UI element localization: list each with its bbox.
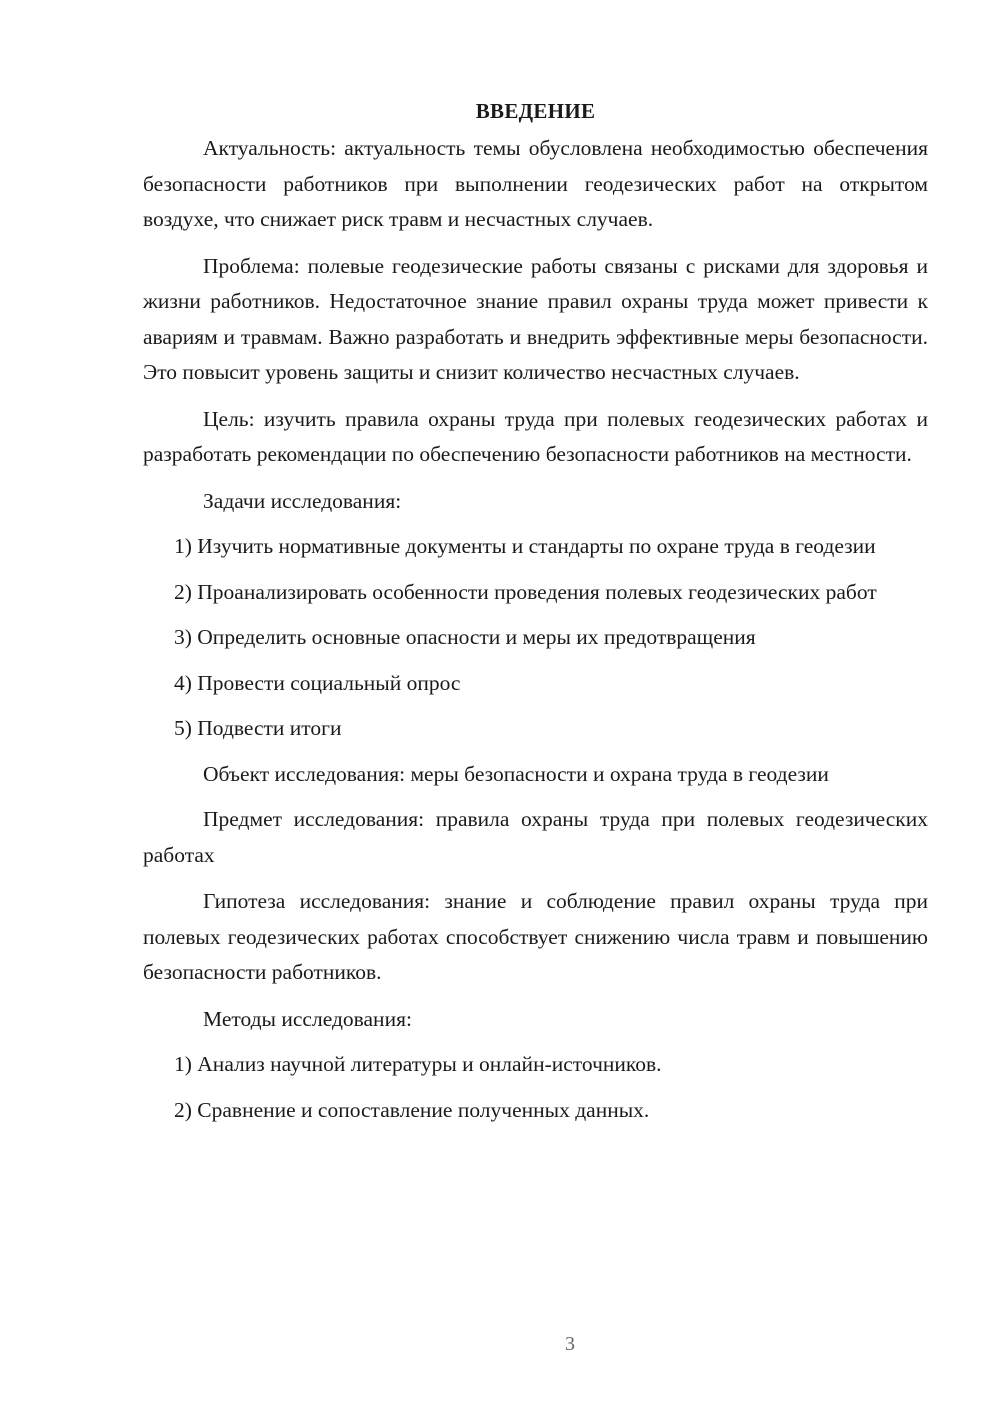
method-item-2: 2) Сравнение и сопоставление полученных данных. — [174, 1097, 650, 1122]
goal-paragraph: Цель: изучить правила охраны труда при полевых геодезических работах и разработать рекомендации по обеспечению безопасности работников на местности. — [143, 406, 928, 466]
subject-paragraph: Предмет исследования: правила охраны труда при полевых геодезических работах — [143, 807, 928, 867]
task-item-3: 3) Определить основные опасности и меры их предотвращения — [174, 625, 756, 649]
task-item-2: 2) Проанализировать особенности проведения полевых геодезических работ — [174, 579, 877, 604]
task-item-1: 1) Изучить нормативные документы и стандарты по охране труда в геодезии — [174, 534, 876, 558]
task-item-4: 4) Провести социальный опрос — [174, 670, 461, 695]
section-title: ВВЕДЕНИЕ — [475, 99, 596, 123]
object-paragraph: Объект исследования: меры безопасности и охрана труда в геодезии — [203, 761, 829, 786]
method-item-1: 1) Анализ научной литературы и онлайн-источников. — [174, 1052, 662, 1076]
relevance-paragraph: Актуальность: актуальность темы обусловлена необходимостью обеспечения безопасности работников при выполнении геодезических работ на открытом воздухе, что снижает риск травм и несчастных случаев. — [143, 136, 928, 231]
hypothesis-paragraph: Гипотеза исследования: знание и соблюдение правил охраны труда при полевых геодезических работах способствует снижению числа травм и повышению безопасности работников. — [143, 889, 928, 984]
document-page — [143, 96, 928, 1128]
page-number: 3 — [565, 1333, 575, 1355]
task-item-5: 5) Подвести итоги — [174, 716, 342, 740]
problem-paragraph: Проблема: полевые геодезические работы связаны с рисками для здоровья и жизни работников. Недостаточное знание правил охраны труда может привести к авариям и травмам. Важно разработать и внедрить эффективные меры безопасности. Это повысит уровень защиты и снизит количество несчастных случаев. — [143, 253, 928, 384]
methods-heading: Методы исследования: — [203, 1006, 412, 1031]
tasks-heading: Задачи исследования: — [203, 488, 402, 513]
